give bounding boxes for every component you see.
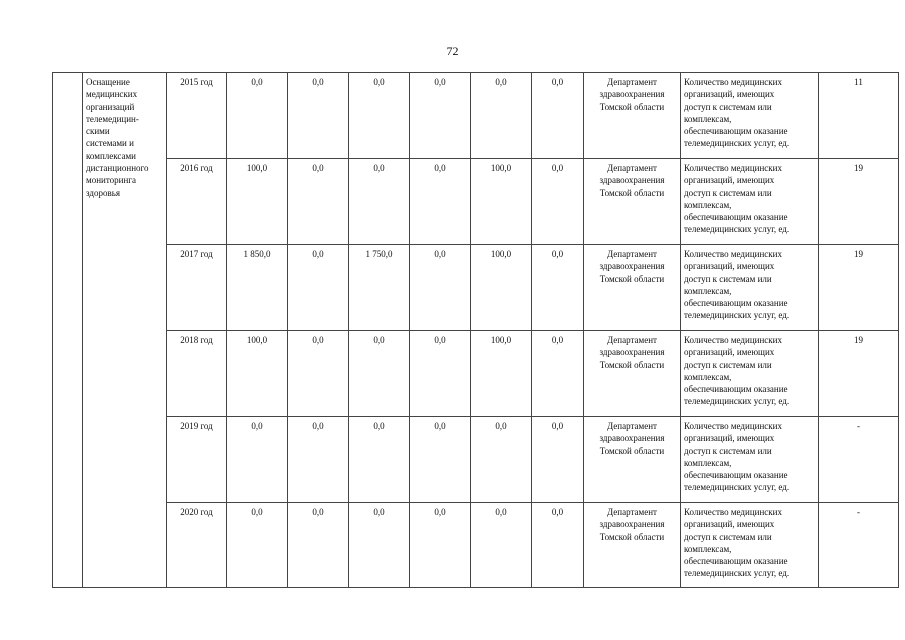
text-line: организаций, имеющих — [684, 175, 775, 186]
text-line: организаций — [86, 101, 135, 112]
amount-cell-v5: 100,0 — [471, 245, 532, 331]
text-line: комплексам, — [684, 199, 732, 210]
amount-cell-v2: 0,0 — [288, 417, 349, 503]
amount-cell-v1: 100,0 — [227, 159, 288, 245]
table-row — [53, 503, 899, 588]
table-row — [53, 159, 899, 245]
text-line: организаций, имеющих — [684, 433, 775, 444]
executor-cell — [584, 503, 681, 588]
text-line: Департамент — [607, 163, 657, 173]
text-line: организаций, имеющих — [684, 519, 775, 530]
executor-cell — [584, 159, 681, 245]
text-line: здравоохранения — [599, 261, 665, 272]
amount-cell-v4: 0,0 — [410, 417, 471, 503]
text-line: обеспечивающим оказание — [684, 556, 788, 567]
text-line: комплексам, — [684, 113, 732, 124]
target-value-cell: 19 — [819, 159, 899, 245]
amount-cell-v3: 0,0 — [349, 159, 410, 245]
row-number-cell — [53, 73, 83, 588]
amount-cell-v1: 0,0 — [227, 417, 288, 503]
text-line: здравоохранения — [599, 175, 665, 186]
indicator-cell — [681, 331, 819, 417]
amount-cell-v4: 0,0 — [410, 73, 471, 159]
text-line: обеспечивающим оказание — [684, 470, 788, 481]
text-line: Департамент — [607, 335, 657, 345]
year-cell: 2020 год — [167, 503, 227, 588]
text-line: обеспечивающим оказание — [684, 212, 788, 223]
text-line: здравоохранения — [599, 89, 665, 100]
text-line: здравоохранения — [599, 519, 665, 530]
amount-cell-v3: 0,0 — [349, 417, 410, 503]
text-line: организаций, имеющих — [684, 89, 775, 100]
amount-cell-v2: 0,0 — [288, 159, 349, 245]
year-cell: 2015 год — [167, 73, 227, 159]
amount-cell-v5: 100,0 — [471, 331, 532, 417]
amount-cell-v6: 0,0 — [532, 417, 584, 503]
amount-cell-v2: 0,0 — [288, 503, 349, 588]
text-line: Количество медицинских — [684, 335, 782, 345]
amount-cell-v6: 0,0 — [532, 73, 584, 159]
text-line: Количество медицинских — [684, 249, 782, 259]
amount-cell-v4: 0,0 — [410, 503, 471, 588]
text-line: телемедицинских услуг, ед. — [684, 568, 790, 579]
indicator-cell — [681, 73, 819, 159]
target-value-cell: - — [819, 503, 899, 588]
year-cell: 2016 год — [167, 159, 227, 245]
amount-cell-v6: 0,0 — [532, 245, 584, 331]
text-line: Томской области — [599, 445, 665, 456]
table-row — [53, 73, 899, 159]
text-line: дистанционного — [86, 163, 149, 174]
text-line: здоровья — [86, 187, 120, 198]
amount-cell-v1: 0,0 — [227, 503, 288, 588]
program-table — [52, 72, 899, 588]
text-line: доступ к системам или — [684, 445, 772, 456]
amount-cell-v2: 0,0 — [288, 331, 349, 417]
text-line: комплексам, — [684, 371, 732, 382]
text-line: Департамент — [607, 507, 657, 517]
text-line: доступ к системам или — [684, 359, 772, 370]
amount-cell-v4: 0,0 — [410, 159, 471, 245]
amount-cell-v5: 100,0 — [471, 159, 532, 245]
text-line: медицинских — [86, 89, 138, 100]
amount-cell-v6: 0,0 — [532, 331, 584, 417]
text-line: организаций, имеющих — [684, 347, 775, 358]
amount-cell-v4: 0,0 — [410, 331, 471, 417]
amount-cell-v3: 0,0 — [349, 503, 410, 588]
amount-cell-v1: 100,0 — [227, 331, 288, 417]
text-line: телемедицинских услуг, ед. — [684, 396, 790, 407]
text-line: здравоохранения — [599, 347, 665, 358]
amount-cell-v4: 0,0 — [410, 245, 471, 331]
text-line: комплексам, — [684, 285, 732, 296]
indicator-cell — [681, 245, 819, 331]
text-line: комплексам, — [684, 543, 732, 554]
text-line: комплексами — [86, 150, 137, 161]
text-line: телемедицинских услуг, ед. — [684, 138, 790, 149]
text-line: Оснащение — [86, 77, 130, 87]
text-line: Томской области — [599, 273, 665, 284]
year-cell: 2018 год — [167, 331, 227, 417]
amount-cell-v2: 0,0 — [288, 245, 349, 331]
amount-cell-v6: 0,0 — [532, 159, 584, 245]
text-line: Количество медицинских — [684, 421, 782, 431]
text-line: организаций, имеющих — [684, 261, 775, 272]
amount-cell-v2: 0,0 — [288, 73, 349, 159]
executor-cell — [584, 331, 681, 417]
text-line: комплексам, — [684, 457, 732, 468]
text-line: доступ к системам или — [684, 187, 772, 198]
text-line: обеспечивающим оказание — [684, 298, 788, 309]
amount-cell-v1: 0,0 — [227, 73, 288, 159]
text-line: телемедицин- — [86, 113, 139, 124]
amount-cell-v3: 1 750,0 — [349, 245, 410, 331]
text-line: Количество медицинских — [684, 77, 782, 87]
executor-cell — [584, 417, 681, 503]
text-line: обеспечивающим оказание — [684, 126, 788, 137]
amount-cell-v5: 0,0 — [471, 417, 532, 503]
text-line: доступ к системам или — [684, 273, 772, 284]
text-line: скими — [86, 126, 110, 137]
amount-cell-v5: 0,0 — [471, 73, 532, 159]
text-line: здравоохранения — [599, 433, 665, 444]
text-line: системами и — [86, 138, 134, 149]
executor-cell — [584, 245, 681, 331]
page-number: 72 — [446, 44, 459, 58]
table-row — [53, 417, 899, 503]
text-line: телемедицинских услуг, ед. — [684, 224, 790, 235]
indicator-cell — [681, 417, 819, 503]
year-cell: 2019 год — [167, 417, 227, 503]
text-line: Томской области — [599, 359, 665, 370]
target-value-cell: - — [819, 417, 899, 503]
text-line: Количество медицинских — [684, 163, 782, 173]
table-row — [53, 331, 899, 417]
measure-name-cell — [83, 73, 167, 588]
year-cell: 2017 год — [167, 245, 227, 331]
text-line: Департамент — [607, 421, 657, 431]
text-line: Департамент — [607, 77, 657, 87]
text-line: доступ к системам или — [684, 101, 772, 112]
text-line: доступ к системам или — [684, 531, 772, 542]
target-value-cell: 11 — [819, 73, 899, 159]
text-line: обеспечивающим оказание — [684, 384, 788, 395]
text-line: мониторинга — [86, 175, 136, 186]
target-value-cell: 19 — [819, 331, 899, 417]
text-line: телемедицинских услуг, ед. — [684, 482, 790, 493]
text-line: Томской области — [599, 101, 665, 112]
amount-cell-v3: 0,0 — [349, 331, 410, 417]
indicator-cell — [681, 503, 819, 588]
text-line: Томской области — [599, 531, 665, 542]
amount-cell-v5: 0,0 — [471, 503, 532, 588]
amount-cell-v3: 0,0 — [349, 73, 410, 159]
executor-cell — [584, 73, 681, 159]
text-line: Департамент — [607, 249, 657, 259]
amount-cell-v6: 0,0 — [532, 503, 584, 588]
text-line: Количество медицинских — [684, 507, 782, 517]
text-line: телемедицинских услуг, ед. — [684, 310, 790, 321]
indicator-cell — [681, 159, 819, 245]
amount-cell-v1: 1 850,0 — [227, 245, 288, 331]
table-row — [53, 245, 899, 331]
text-line: Томской области — [599, 187, 665, 198]
target-value-cell: 19 — [819, 245, 899, 331]
